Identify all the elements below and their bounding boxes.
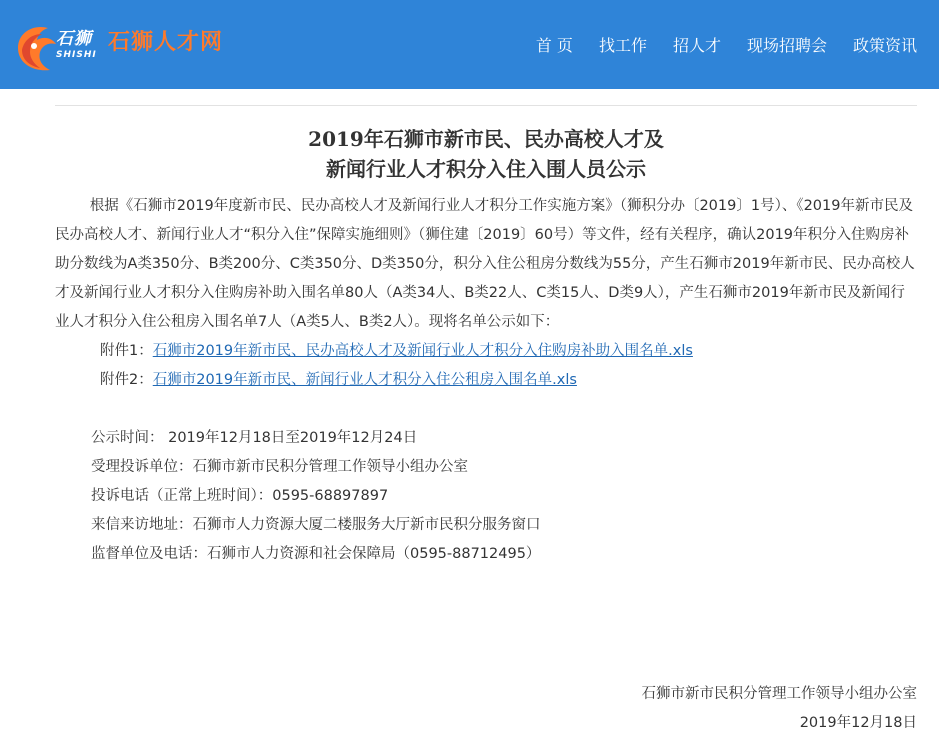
- main-nav: [510, 33, 917, 56]
- signature-org: 石狮市新市民积分管理工作领导小组办公室: [641, 686, 917, 702]
- logo-en: SHISHI: [56, 50, 97, 60]
- attachment-1-link[interactable]: 石狮市2019年新市民、民办高校人才及新闻行业人才积分入住购房补助入围名单.xls: [152, 343, 693, 359]
- nav-item-find-job[interactable]: 找工作: [598, 36, 647, 55]
- article-title: [55, 124, 917, 184]
- site-logo[interactable]: [12, 20, 252, 74]
- article-body: [55, 192, 915, 569]
- content-divider: [55, 105, 917, 106]
- visit-address: 来信来访地址：石狮市人力资源大厦二楼服务大厅新市民积分服务窗口: [91, 517, 541, 533]
- complaint-unit: 受理投诉单位：石狮市新市民积分管理工作领导小组办公室: [91, 459, 468, 475]
- lion-logo-icon: [12, 20, 62, 74]
- notice-period: 公示时间： 2019年12月18日至2019年12月24日: [91, 430, 418, 446]
- article-title-line1: 2019年石狮市新市民、民办高校人才及: [308, 127, 664, 151]
- supervisor-unit: 监督单位及电话：石狮市人力资源和社会保障局（0595-88712495）: [91, 546, 541, 562]
- nav-item-recruit[interactable]: 招人才: [672, 36, 721, 55]
- attachment-2: [55, 366, 915, 395]
- logo-cn-small: 石狮: [56, 29, 92, 49]
- nav-item-job-fair[interactable]: 现场招聘会: [746, 36, 827, 55]
- logo-title: 石狮人才网: [108, 30, 224, 55]
- signature: [642, 680, 918, 738]
- notice-info: [55, 424, 915, 569]
- site-header: [0, 0, 939, 89]
- article-title-line2: 新闻行业人才积分入住入围人员公示: [326, 157, 646, 181]
- complaint-phone: 投诉电话（正常上班时间）：0595-68897897: [91, 488, 389, 504]
- attachment-2-link[interactable]: 石狮市2019年新市民、新闻行业人才积分入住公租房入围名单.xls: [152, 372, 577, 388]
- signature-date: 2019年12月18日: [799, 715, 917, 731]
- attachment-1: [55, 337, 915, 366]
- attachment-2-prefix: 附件2：: [100, 372, 153, 388]
- attachment-1-prefix: 附件1：: [100, 343, 153, 359]
- nav-item-home[interactable]: 首 页: [535, 36, 573, 55]
- article-paragraph: 根据《石狮市2019年度新市民、民办高校人才及新闻行业人才积分工作实施方案》（狮积分办〔2019〕1号）、《2019年新市民及民办高校人才、新闻行业人才“积分入住”保障实施细则》（狮住建〔2019〕60号）等文件，经有关程序，确认2019年积分入住购房补助分数线为A类350分、B类200分、C类350分、D类350分，积分入住公租房分数线为55分，产生石狮市2019年新市民、民办高校人才及新闻行业人才积分入住购房补助入围名单80人（A类34人、B类22人、C类15人、D类9人），产生石狮市2019年新市民及新闻行业人才积分入住公租房入围名单7人（A类5人、B类2人）。现将名单公示如下：: [55, 198, 915, 330]
- nav-item-policy-news[interactable]: 政策资讯: [852, 36, 917, 55]
